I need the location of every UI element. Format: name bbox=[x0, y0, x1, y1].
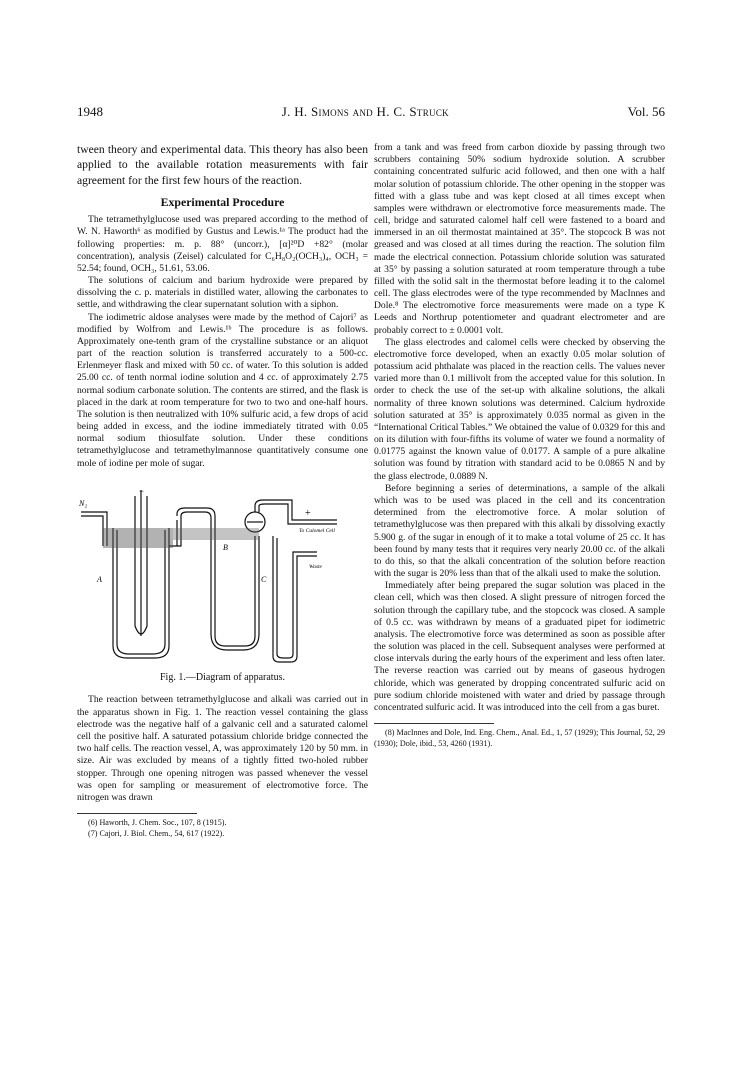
footnote-7: (7) Cajori, J. Biol. Chem., 54, 617 (1922). bbox=[88, 828, 225, 838]
rubber-stopper bbox=[103, 528, 173, 548]
running-head-authors: J. H. Simons and H. C. Struck bbox=[281, 104, 449, 119]
footnote-6: (6) Haworth, J. Chem. Soc., 107, 8 (1915). bbox=[88, 818, 227, 828]
paragraph-reaction-apparatus: The reaction between tetramethylglucose and alkali was carried out in the apparatus shown in Fig. 1. The reaction vessel containing the glass electrode was the negative half of a galvanic cell and a saturated calomel cell the positive half. A saturated potassium chloride bridge connected the two half cells. The reaction vessel, A, was approximately 120 by 50 mm. in size. Air was excluded by means of a tightly fitted two-holed rubber stopper. Through one opening nitrogen was passed whenever the vessel was open for sampling or measurement of electromotive force. The nitrogen was drawn bbox=[77, 694, 368, 803]
footnotes-right bbox=[374, 728, 665, 750]
label-a: A bbox=[97, 574, 102, 584]
figure-caption: Fig. 1.—Diagram of apparatus. bbox=[160, 671, 285, 683]
figure-apparatus bbox=[77, 486, 368, 685]
paragraph-tetramethylglucose: The tetramethylglucose used was prepared according to the method of W. N. Haworth⁶ as modified by Gustus and Lewis.¹ᵃ The product had the following properties: m. p. 88° (uncorr.), [α]²⁰D +82° (molar concentration), analysis (Zeisel) calculated for C₆H₈O₂(OCH₃)₄, OCH₃ = 52.54; found, OCH₃, 51.61, 53.06. bbox=[77, 214, 368, 274]
running-head bbox=[77, 104, 665, 120]
label-n2: N₂ bbox=[79, 498, 88, 508]
right-column bbox=[374, 142, 665, 840]
label-plus: + bbox=[305, 507, 311, 519]
page-number: 1948 bbox=[77, 104, 103, 119]
paragraph-determination-series: Before beginning a series of determinations, a sample of the alkali which was to be used was placed in the cell and its concentration determined from the electromotive force. A molar solution of tetramethylglucose was then prepared with this alkali by dissolving exactly 5.900 g. of the sugar in enough of it to make a total volume of 25 cc. It has been found by many tests that it requires very nearly 20.00 cc. of the alkali to do this, so that the alkali concentration of the solution before reaction with the sugar is 20% less than that of the alkali used to make the solution. bbox=[374, 482, 665, 580]
footnote-rule-right bbox=[374, 723, 494, 724]
intro-paragraph: tween theory and experimental data. This theory has also been applied to the available rotation measurements with fair agreement for the first few hours of the reaction. bbox=[77, 143, 368, 187]
apparatus-diagram bbox=[77, 486, 368, 666]
paragraph-electrode-checks: The glass electrodes and calomel cells were checked by observing the electromotive force developed, when an exactly 0.05 molar solution of potassium acid phthalate was placed in the reaction cells. The values never varied more than 0.1 millivolt from the accepted value for this solution. In order to check the use of the set-up with alkaline solutions, the alkali normality of three known solutions was determined. Calcium hydroxide solution saturated at 35° is approximately 0.035 normal as given in the “International Critical Tables.” We obtained the value of 0.0329 for this and on its dilution with four-fifths its volume of water we found a normality of 0.01775 against the known value of 0.0177. A sample of a pure alkaline solution was found by titration with standard acid to be 0.0865 N and by the glass electrode, 0.0889 N. bbox=[374, 336, 665, 482]
footnote-rule bbox=[77, 813, 197, 814]
waste-tube-c bbox=[273, 536, 317, 662]
left-column bbox=[77, 142, 368, 840]
section-heading: Experimental Procedure bbox=[160, 195, 285, 210]
label-waste: Waste bbox=[309, 563, 322, 570]
paragraph-nitrogen-supply: from a tank and was freed from carbon dioxide by passing through two scrubbers containing 50% sodium hydroxide solution. A scrubber containing concentrated sulfuric acid followed, and then one with a half molar solution of potassium chloride. The other opening in the stopper was fitted with a glass tube and was kept closed at all times except when samples were withdrawn or electromotive force measurements made. The cell, bridge and saturated calomel half cell were fastened to a board and immersed in an oil thermostat maintained at 35°. The stopcock B was not greased and was closed at all times during the reaction. The solution film made the electrical connection. Potassium chloride solution was saturated at 35° by passing a solution saturated at room temperature through a tube filled with the solid salt in the thermostat before leading it to the calomel cell. The glass electrodes were of the type recommended by MacInnes and Dole.⁸ The electromotive force measurements were made on a type K Leeds and Northrup potentiometer and quadrant electrometer and are probably correct to ± 0.0001 volt. bbox=[374, 142, 665, 336]
paragraph-hydroxide-solutions: The solutions of calcium and barium hydroxide were prepared by dissolving the c. p. materials in distilled water, allowing the carbonates to settle, and withdrawing the clear supernatant solution with a siphon. bbox=[77, 275, 368, 311]
label-c: C bbox=[261, 574, 267, 584]
footnote-8: (8) MacInnes and Dole, Ind. Eng. Chem., Anal. Ed., 1, 57 (1929); This Journal, 52, 29 (1930); Dole, ibid., 53, 4260 (1931). bbox=[374, 728, 665, 748]
volume-number: Vol. 56 bbox=[627, 104, 665, 119]
paragraph-sampling-procedure: Immediately after being prepared the sugar solution was placed in the clean cell, which was then closed. A slight pressure of nitrogen forced the solution through the capillary tube, and the stopcock was closed. A sample of 0.5 cc. was withdrawn by means of a graduated pipet for iodimetric analysis. The electromotive force was determined as soon as possible after the solution was placed in the cell. Subsequent analyses were performed at close intervals during the early hours of the experiment and less often later. The reverse reaction was carried out by means of gaseous hydrogen chloride, which was generated by dropping concentrated sulfuric acid on pure sodium chloride moistened with water and dried by passage through concentrated sulfuric acid. It was introduced into the cell from a gas buret. bbox=[374, 580, 665, 713]
footnotes-left bbox=[77, 818, 368, 840]
paragraph-iodimetric-analysis: The iodimetric aldose analyses were made by the method of Cajori⁷ as modified by Wolfrom and Lewis.¹ᵇ The procedure is as follows. Approximately one-tenth gram of the crystalline substance or an aliquot part of the reaction solution is transferred accurately to a 500-cc. Erlenmeyer flask and mixed with 50 cc. of water. To this solution is added 25.00 cc. of tenth normal iodine solution and 4 cc. of approximately 2.75 normal sodium carbonate solution. The contents are stirred, and the flask is placed in the dark at room temperature for two to two and one-half hours. The solution is then neutralized with 10% sulfuric acid, a few drops of acid being added in excess, and the iodine immediately titrated with 0.05 normal sodium thiosulfate solution. Under these conditions tetramethylglucose and tetramethylmannose quantitatively consume one mole of iodine per mole of sugar. bbox=[77, 311, 368, 469]
label-b: B bbox=[223, 542, 228, 552]
label-calomel: To Calomel Cell bbox=[299, 527, 335, 534]
label-minus: − bbox=[139, 485, 145, 496]
